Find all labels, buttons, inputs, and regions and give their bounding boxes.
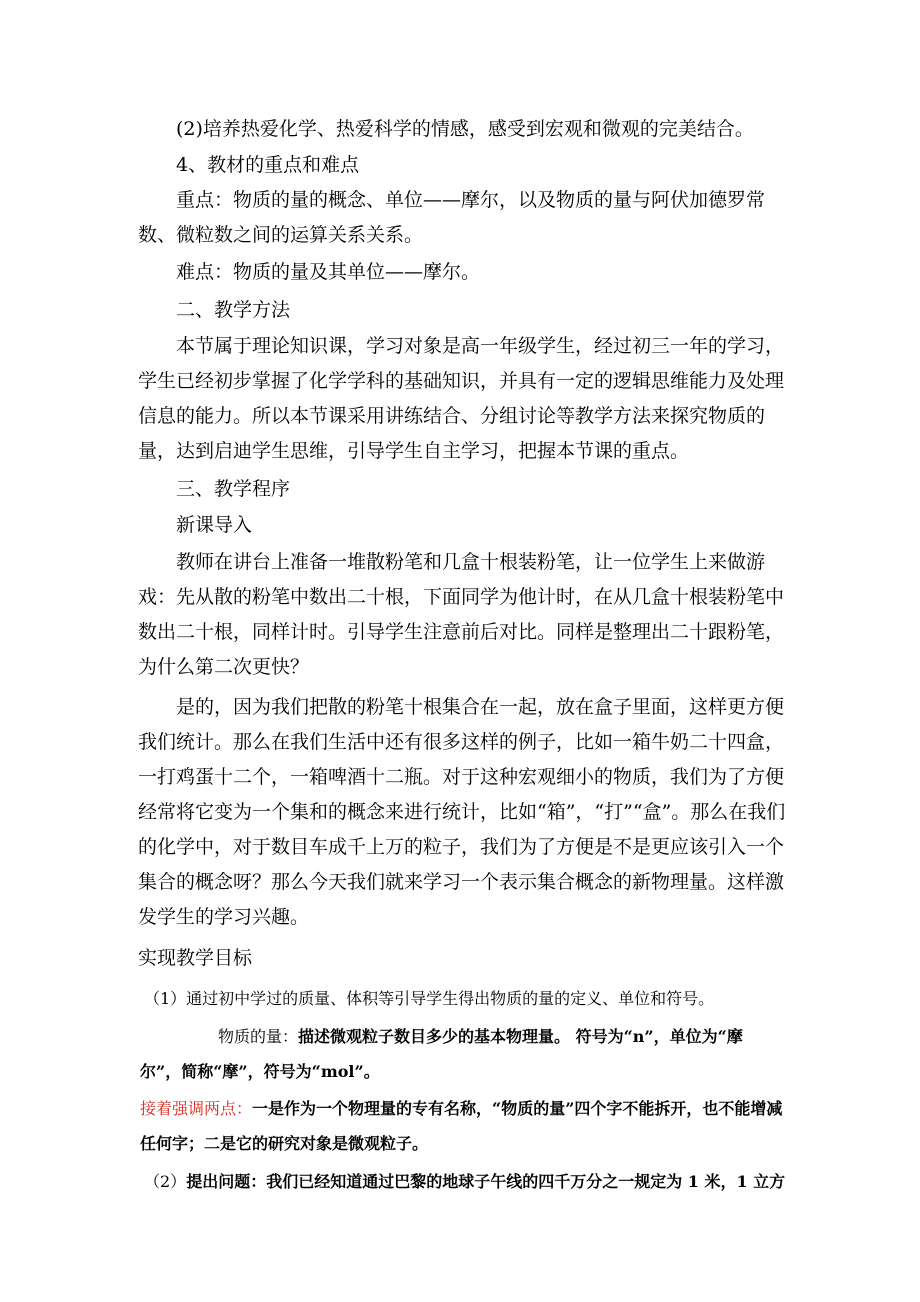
definition-block [140,1019,790,1089]
emphasis-red-label: 接着强调两点： [140,1099,253,1118]
paragraph-methods: 本节属于理论知识课，学习对象是高一年级学生，经过初三一年的学习，学生已经初步掌握了化学学科的基础知识，并具有一定的逻辑思维能力及处理信息的能力。所以本节课采用讲练结合、分组讨论等教学方法来探究物质的量，达到启迪学生思维，引导学生自主学习，把握本节课的重点。 [138,335,785,462]
section-heading-focus: 4、教材的重点和难点 [176,154,360,176]
section-heading-procedure: 三、教学程序 [176,478,291,500]
emphasis-body: 一是作为一个物理量的专有名称，“物质的量”四个字不能拆开，也不能增减任何字；二是它的研究对象是微观粒子。 [140,1099,783,1153]
section-heading-methods: 二、教学方法 [176,299,291,321]
paragraph-key-points: 重点：物质的量的概念、单位——摩尔，以及物质的量与阿伏加德罗常数、微粒数之间的运算关系关系。 [138,189,766,246]
goal-item-2 [144,1164,790,1199]
paragraph-1: (2)培养热爱化学、热爱科学的情感，感受到宏观和微观的完美结合。 [176,118,754,140]
goal-item-1: （1）通过初中学过的质量、体积等引导学生得出物质的量的定义、单位和符号。 [144,989,715,1008]
definition-line-2: 尔”，简称“摩”，符号为“mol”。 [140,1062,380,1081]
emphasis-block [140,1091,790,1161]
subheading-goals: 实现教学目标 [138,947,253,969]
goal-item-2-body: 提出问题：我们已经知道通过巴黎的地球子午线的四千万分之一规定为 1 米，1 立方 [186,1172,786,1191]
definition-line-1: 描述微观粒子数目多少的基本物理量。 符号为“n”，单位为“摩 [298,1027,743,1046]
goal-item-2-number: （2） [144,1172,187,1191]
definition-lead: 物质的量： [218,1027,299,1046]
paragraph-explanation: 是的，因为我们把散的粉笔十根集合在一起，放在盒子里面，这样更方便我们统计。那么在我们生活中还有很多这样的例子，比如一箱牛奶二十四盒，一打鸡蛋十二个，一箱啤酒十二瓶。对于这种宏观细小的物质，我们为了方便经常将它变为一个集和的概念来进行统计，比如“箱”，“打”“盒”。那么在我们的化学中，对于数目车成千上万的粒子，我们为了方便是不是更应该引入一个集合的概念呀？那么今天我们就来学习一个表示集合概念的新物理量。这样激发学生的学习兴趣。 [138,696,786,928]
paragraph-chalk-game: 教师在讲台上准备一堆散粉笔和几盒十根装粉笔，让一位学生上来做游戏：先从散的粉笔中数出二十根，下面同学为他计时，在从几盒十根装粉笔中数出二十根，同样计时。引导学生注意前后对比。同样是整理出二十跟粉笔，为什么第二次更快？ [138,551,785,678]
subheading-intro: 新课导入 [176,514,253,536]
paragraph-difficulty: 难点：物质的量及其单位——摩尔。 [176,261,481,283]
